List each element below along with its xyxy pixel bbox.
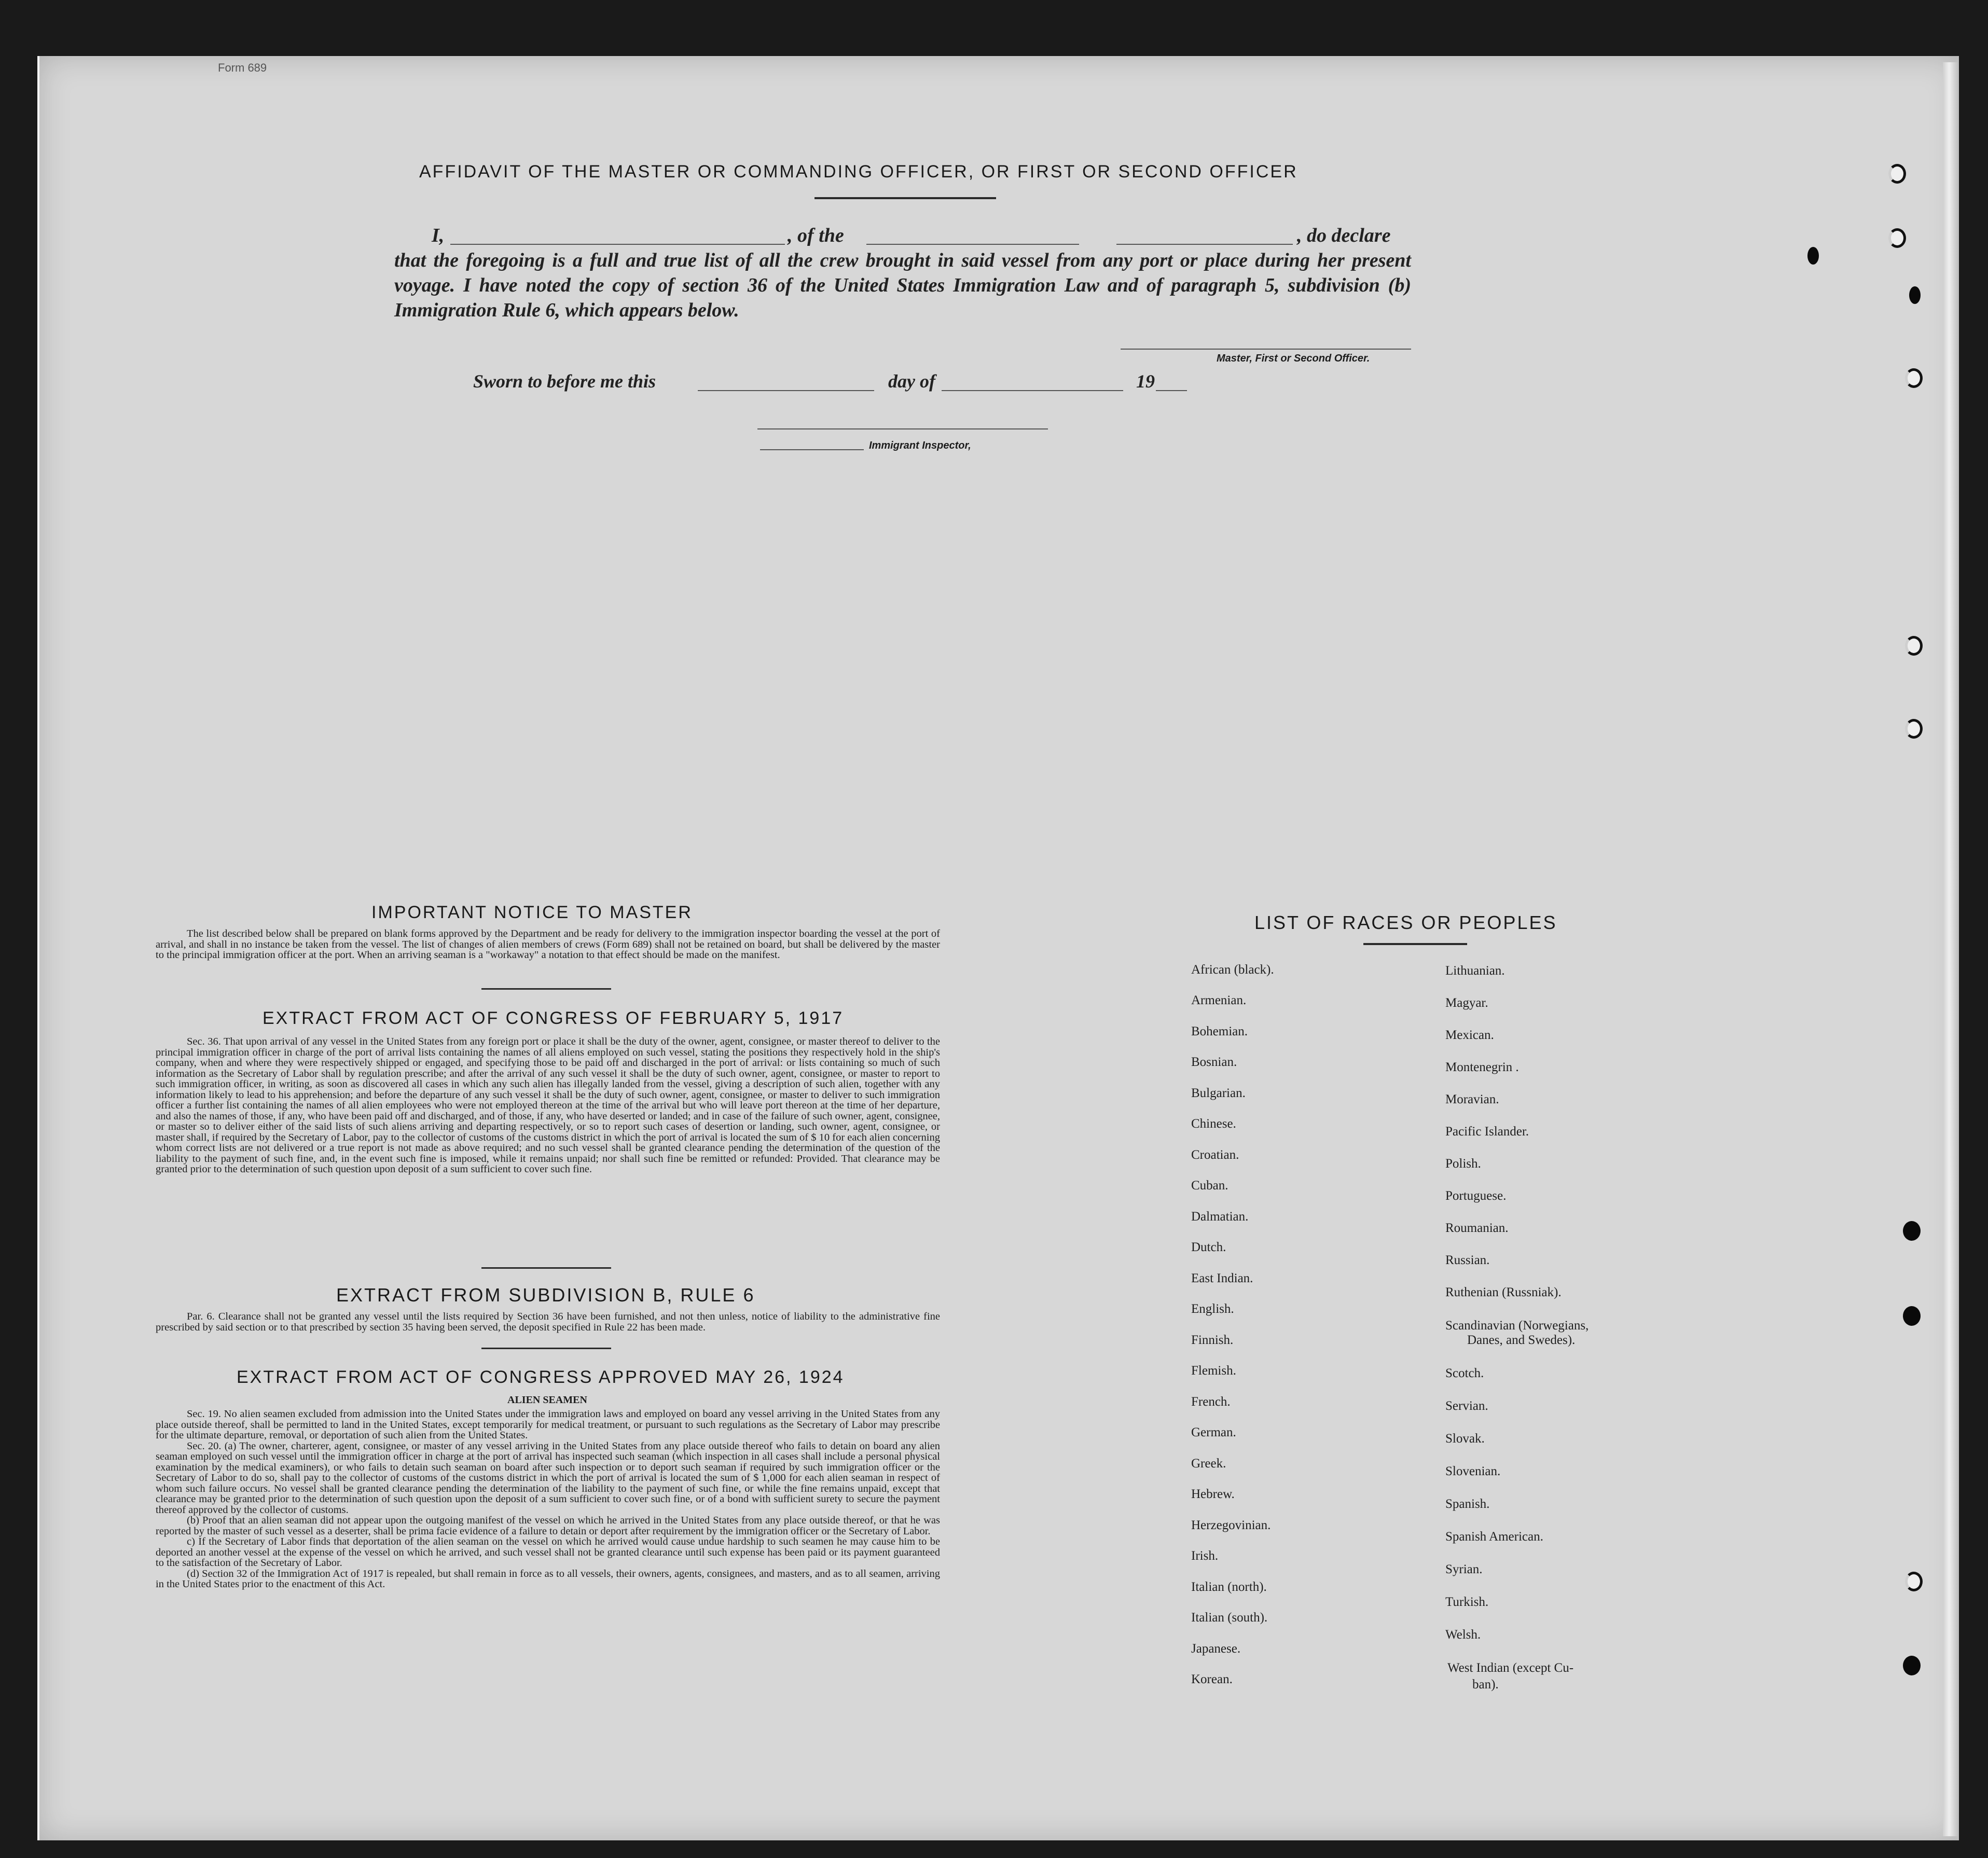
punch-hole [1905,368,1923,388]
sworn-month-blank[interactable] [942,390,1123,391]
race-item: Spanish American. [1445,1530,1543,1544]
declarant-name-blank[interactable] [450,244,785,245]
extract-1924-title: EXTRACT FROM ACT OF CONGRESS APPROVED MAY 26, 1924 [237,1367,845,1387]
sec-20-d-paragraph: (d) Section 32 of the Immigration Act of 1917 is repealed, but shall remain in force as to all vessels, their owners, agents, consignees, and masters, and as to all seamen, arriving in the United States prior to the enactment of this Act. [156,1568,940,1590]
race-item: Herzegovinian. [1191,1518,1271,1532]
race-item: Japanese. [1191,1642,1241,1656]
punch-hole [1903,1306,1921,1326]
punch-hole [1909,286,1921,304]
sworn-label: Sworn to before me this [473,371,656,392]
race-item: African (black). [1191,963,1274,977]
race-item: Croatian. [1191,1148,1239,1162]
race-item: ban). [1472,1677,1499,1691]
extract-1917-title: EXTRACT FROM ACT OF CONGRESS OF FEBRUARY 5, 1917 [263,1008,844,1028]
sec-20-c-paragraph: c) If the Secretary of Labor finds that deportation of the alien seaman on the vessel on which he arrived would cause undue hardship to such seamen he may cause him to be deported an another vessel at the expense of the vessel on which he arrived, and such vessel shall not be granted clearance until such expense has been paid or its payment guaranteed to the satisfaction of the Secretary of Labor. [156,1536,940,1569]
declaration-text: that the foregoing is a full and true list of all the crew brought in said vessel from any port or place during her present voyage. I have noted the copy of section 36 of the United States Immigration Law and of paragraph 5, subdivision (b) Immigration Rule 6, which appears below. [394,249,1411,321]
extract-rule6-rule [481,1348,611,1349]
races-title: LIST OF RACES OR PEOPLES [1254,912,1557,933]
declarant-label: I, [432,225,445,246]
race-item: Italian (south). [1191,1611,1268,1625]
race-item: French. [1191,1395,1231,1409]
race-item: Syrian. [1445,1562,1483,1576]
race-item: Turkish. [1445,1595,1489,1609]
punch-hole [1807,247,1819,265]
race-item: Polish. [1445,1157,1481,1171]
sec-20-paragraph: Sec. 20. (a) The owner, charterer, agent, consignee, or master of any vessel arriving in the United States from any place outside thereof who fails to detain on board any alien seaman employed on such vessel until the immigration officer in charge at the port of arrival has inspected such seaman (which inspection in all cases shall include a personal physical examination by the medical examiners), or who fails to detain such seaman on board after such inspection or to deport such seaman if required by such immigration officer or the Secretary of Labor to do so, shall pay to the collector of customs of the customs district in which the port of arrival is located the sum of $ 1,000 for each alien seaman in respect of whom such failure occurs. No vessel shall be granted clearance pending the determination of the liability to the payment of such fine, or while the fine remains unpaid, except that clearance may be granted prior to the determination of such question upon the deposit of a sum sufficient to cover such fine, or of a bond with sufficient surety to secure the payment thereof approved by the collector of customs. [156,1440,940,1516]
race-item: Cuban. [1191,1178,1228,1193]
vessel-name-blank[interactable] [866,244,1079,245]
race-item: Flemish. [1191,1364,1236,1378]
extract-rule6-title: EXTRACT FROM SUBDIVISION B, RULE 6 [336,1284,755,1306]
race-item: Irish. [1191,1549,1219,1563]
extract-rule6-paragraph: Par. 6. Clearance shall not be granted any vessel until the lists required by Section 36 have been furnished, and not then unless, notice of liability to the administrative fine prescribed by said section or to that prescribed by section 35 having been served, the deposit specified in Rule 22 has been made. [156,1311,940,1333]
races-title-rule [1363,943,1467,945]
race-item: Italian (north). [1191,1580,1267,1594]
page-edge [1943,62,1958,1836]
extract-1917-rule [481,1267,611,1269]
race-item: East Indian. [1191,1271,1253,1285]
race-item: Bulgarian. [1191,1086,1246,1100]
vessel-name-blank-2[interactable] [1116,244,1293,245]
year-label: 19 [1136,371,1155,392]
day-of-label: day of [888,371,935,392]
race-item: Servian. [1445,1399,1488,1413]
race-item: Montenegrin . [1445,1060,1519,1074]
race-item: Hebrew. [1191,1487,1235,1501]
punch-hole [1903,1221,1921,1241]
notice-text [156,928,940,961]
race-item: Portuguese. [1445,1189,1507,1203]
race-item: Slovenian. [1445,1464,1501,1478]
signature-label: Master, First or Second Officer. [1217,353,1370,364]
race-item: Lithuanian. [1445,964,1505,978]
inspector-label: Immigrant Inspector, [869,440,971,451]
sworn-year-blank[interactable] [1156,390,1187,391]
race-item: Finnish. [1191,1333,1234,1347]
sec-19-paragraph: Sec. 19. No alien seamen excluded from admission into the United States under the immigration laws and employed on board any vessel arriving in the United States from any place outside thereof, shall be permitted to land in the United States, except temporarily for medical treatment, or pursuant to such regulations as the Secretary of Labor may prescribe for the ultimate departure, removal, or deportation of such alien from the United States. [156,1408,940,1441]
extract-1917-paragraph: Sec. 36. That upon arrival of any vessel in the United States from any foreign port or place it shall be the duty of the owner, agent, consignee, or master thereof to deliver to the principal immigration officer in charge of the port of arrival lists containing the names of all aliens employed on such vessel, stating the positions they respectively hold in the ship's company, when and where they were respectively shipped or engaged, and specifying those to be paid off and discharged in the port of arrival: or lists containing so much of such information as the Secretary of Labor shall by regulation prescribe; and after the arrival of any such vessel it shall be the duty of such owner, agent, consignee, or master to report to such immigration officer, in writing, as soon as discovered all cases in which any such alien has illegally landed from the vessel, giving a description of such alien, together with any information likely to lead to his apprehension; and before the departure of any such vessel it shall be the duty of such owner, agent, consignee, or master to deliver to such immigration officer a further list containing the names of all alien employees who were not employed thereon at the time of the arrival but who will leave port thereon at the time of her departure, and also the names of those, if any, who have been paid off and discharged, and of those, if any, who have deserted or landed; and in case of the failure of such owner, agent, consignee, or master so to deliver either of the said lists of such aliens arriving and departing respectively, or so to report such cases of desertion or landing, such owner, agent, consignee, or master shall, if required by the Secretary of Labor, pay to the collector of customs of the customs district in which the port of arrival is located the sum of $ 10 for each alien concerning whom correct lists are not delivered or a true report is not made as above required; and no such vessel shall be granted clearance pending the determination of the question of the liability to the payment of such fine, and, in the event such fine is imposed, while it remains unpaid; nor shall such fine be remitted or refunded: Provided. That clearance may be granted prior to the determination of such question upon deposit of a sum sufficient to cover such fine. [156,1036,940,1175]
race-item: Spanish. [1445,1497,1490,1511]
do-declare-label: , do declare [1297,225,1391,246]
extract-1917-text [156,1036,940,1175]
punch-hole [1888,164,1906,184]
race-item: Magyar. [1445,996,1488,1010]
extract-rule6-text [156,1311,940,1333]
race-item: West Indian (except Cu- [1447,1661,1574,1675]
race-item: German. [1191,1425,1236,1439]
race-item: Bohemian. [1191,1024,1248,1038]
punch-hole [1905,1572,1923,1591]
race-item: Russian. [1445,1253,1490,1267]
form-number: Form 689 [218,61,267,74]
inspector-signature-blank[interactable] [757,428,1048,429]
punch-hole [1905,719,1923,739]
sworn-day-blank[interactable] [698,390,874,391]
race-item: Scandinavian (Norwegians, [1445,1319,1589,1333]
race-item: Roumanian. [1445,1221,1509,1235]
of-the-label: , of the [788,225,844,246]
race-item: Ruthenian (Russniak). [1445,1285,1562,1299]
notice-rule [481,988,611,990]
race-item: Mexican. [1445,1028,1494,1042]
race-item: Slovak. [1445,1432,1485,1446]
inspector-short-blank[interactable] [760,449,864,450]
race-item: Chinese. [1191,1117,1236,1131]
race-item: English. [1191,1302,1234,1316]
signature-blank[interactable] [1121,349,1411,350]
affidavit-title: AFFIDAVIT OF THE MASTER OR COMMANDING OFFICER, OR FIRST OR SECOND OFFICER [419,162,1298,182]
race-item: Dutch. [1191,1240,1226,1254]
race-item: Armenian. [1191,993,1247,1007]
punch-hole [1888,228,1906,248]
race-item: Welsh. [1445,1628,1481,1642]
punch-hole [1903,1656,1921,1675]
extract-1924-subtitle: ALIEN SEAMEN [507,1394,587,1406]
notice-paragraph: The list described below shall be prepared on blank forms approved by the Department and be ready for delivery to the immigration inspector boarding the vessel at the port of arrival, and shall in no instance be taken from the vessel. The list of changes of alien members of crews (Form 689) shall not be retained on board, but shall be delivered by the master to the principal immigration officer at the port. When an arriving seaman is a "workaway" a notation to that effect should be made on the manifest. [156,928,940,961]
sec-20-b-paragraph: (b) Proof that an alien seaman did not appear upon the outgoing manifest of the vessel on which he arrived in the United States from any place outside thereof, or that he was reported by the master of such vessel as a deserter, shall be prima facie evidence of a failure to detain or deport after requirement by the immigration officer or the Secretary of Labor. [156,1515,940,1537]
race-item: Dalmatian. [1191,1210,1249,1224]
race-item: Bosnian. [1191,1055,1237,1069]
race-item: Danes, and Swedes). [1467,1333,1576,1347]
extract-1924-text [156,1409,940,1590]
race-item: Korean. [1191,1672,1233,1686]
affidavit-title-rule [814,197,996,199]
race-item: Moravian. [1445,1092,1499,1106]
punch-hole [1905,636,1923,656]
race-item: Pacific Islander. [1445,1125,1529,1139]
race-item: Scotch. [1445,1366,1484,1380]
race-item: Greek. [1191,1457,1226,1471]
notice-title: IMPORTANT NOTICE TO MASTER [371,903,693,922]
